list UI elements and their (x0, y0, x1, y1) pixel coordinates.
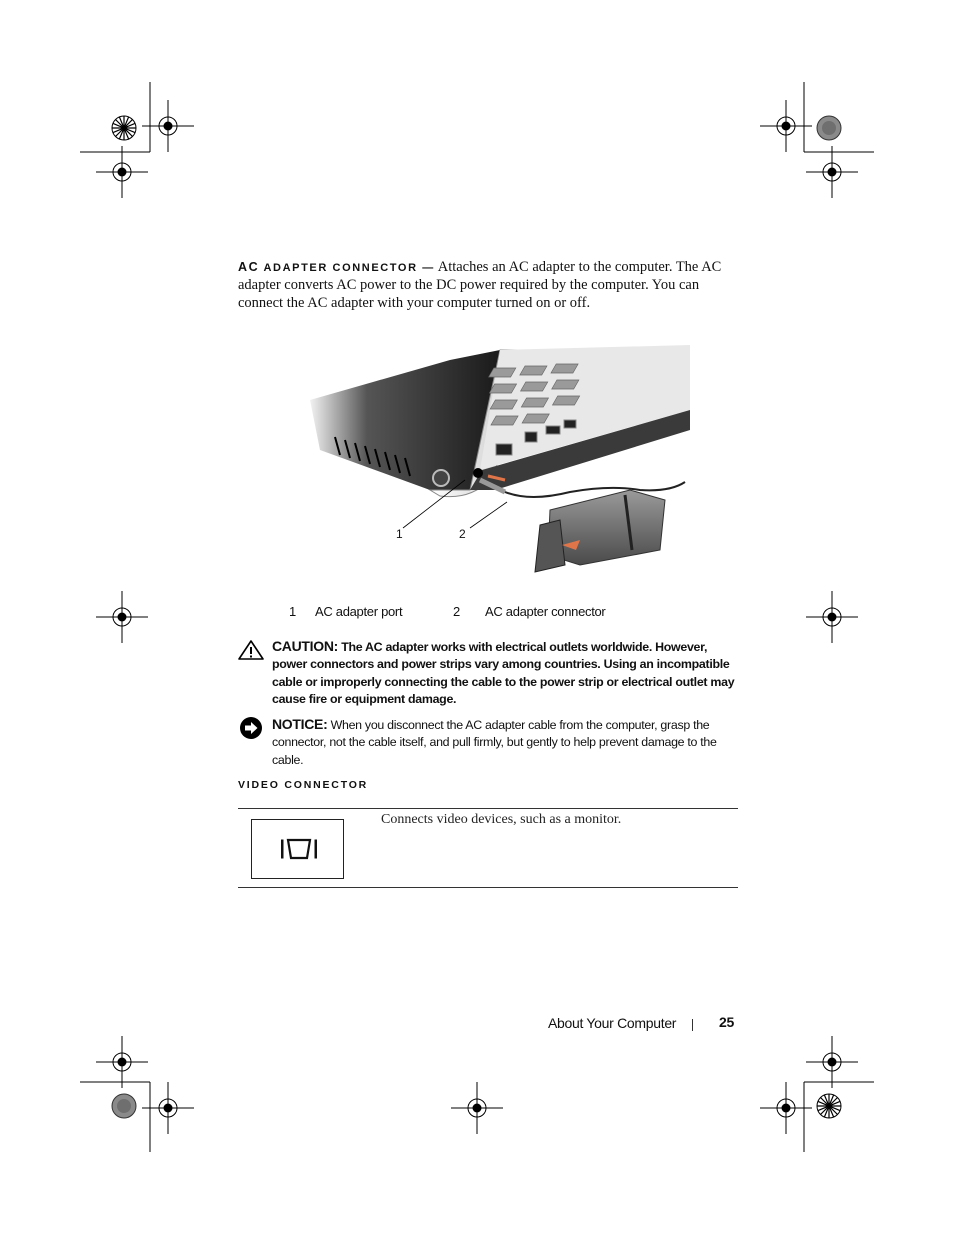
notice-arrow-icon (239, 716, 263, 740)
legend-label-2: AC adapter connector (485, 604, 606, 619)
ac-adapter-heading: AC ADAPTER CONNECTOR — (238, 260, 435, 274)
footer-separator (692, 1019, 693, 1031)
notice-lead: NOTICE: (272, 716, 328, 732)
caution-lead: CAUTION: (272, 638, 339, 654)
video-connector-heading: VIDEO CONNECTOR (238, 779, 369, 791)
callout-2: 2 (459, 527, 466, 541)
video-icon-box (251, 819, 344, 879)
ac-adapter-body: Attaches an AC adapter to the computer. The AC adapter converts AC power to the DC power required by the computer. You can connect the AC adapter with your computer turned on or off. (238, 259, 722, 311)
legend-num-2: 2 (453, 604, 460, 619)
footer-title: About Your Computer (548, 1015, 677, 1031)
notice-block (238, 716, 738, 769)
legend-num-1: 1 (289, 604, 296, 619)
ac-adapter-description (238, 259, 738, 312)
callout-1: 1 (396, 527, 403, 541)
caution-body: The AC adapter works with electrical outlets worldwide. However, power connectors and power strips vary among countries. Using an incompatible cable or improperly connecting the cable to the power strip or electrical outlet may cause fire or equipment damage. (272, 640, 735, 707)
caution-text (272, 638, 738, 709)
caution-block (238, 638, 738, 709)
legend-label-1: AC adapter port (315, 604, 403, 619)
ac-adapter-illustration (300, 340, 690, 580)
video-connector-icon (280, 838, 318, 860)
notice-text (272, 716, 738, 769)
table-top-rule (238, 808, 738, 809)
table-bottom-rule (238, 887, 738, 888)
page-number: 25 (719, 1014, 734, 1030)
warning-triangle-icon (238, 639, 264, 661)
notice-body: When you disconnect the AC adapter cable from the computer, grasp the connector, not the cable itself, and pull firmly, but gently to help prevent damage to the cable. (272, 718, 717, 767)
video-connector-description: Connects video devices, such as a monitor. (381, 812, 622, 827)
